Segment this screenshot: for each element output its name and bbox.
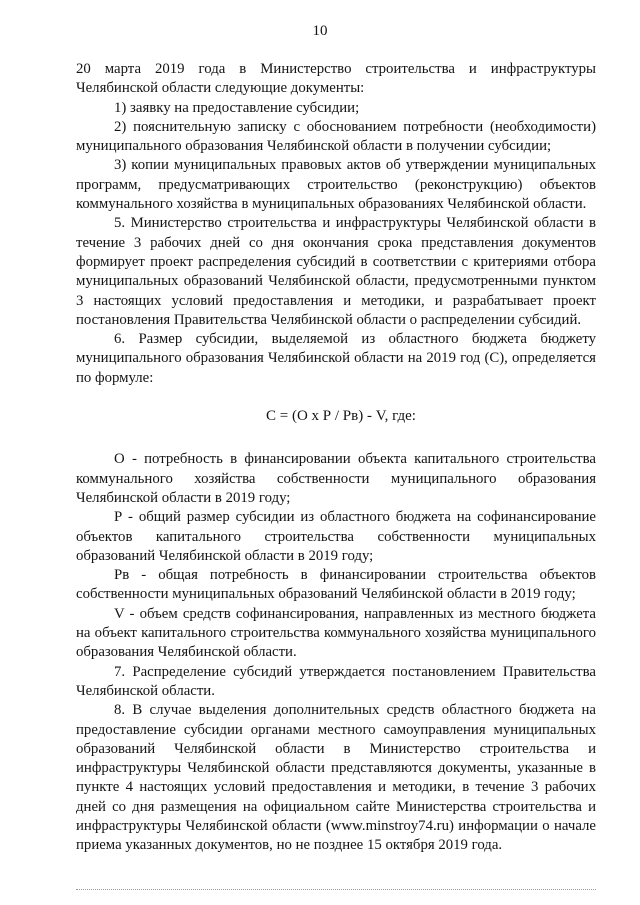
- list-item-legal-acts: 3) копии муниципальных правовых актов об утверждении муниципальных программ, предусматривающих строительство (реконструкцию) объектов коммунального хозяйства в муниципальных образованиях Челябинской области.: [76, 157, 596, 213]
- list-item-explanatory-note: 2) пояснительную записку с обоснованием потребности (необходимости) муниципального образования Челябинской области в получении субсидии;: [76, 118, 596, 155]
- list-item-application: 1) заявку на предоставление субсидии;: [114, 99, 360, 116]
- paragraph-item-8: 8. В случае выделения дополнительных средств областного бюджета на предоставление субсидии органами местного самоуправления муниципальных образований Челябинской области в Министерство строительства и инфраструктуры Челябинской области представляются документы, указанные в пункте 4 настоящих условий предоставления и методики, в течение 3 рабочих дней со дня размещения на официальном сайте Министерства строительства и инфраструктуры Челябинской области (www.minstroy74.ru) информации о начале приема указанных документов, но не позднее 15 октября 2019 года.: [76, 702, 596, 854]
- definition-p: Р - общий размер субсидии из областного бюджета на софинансирование объектов капитального строительства собственности муниципальных образований Челябинской области в 2019 году;: [76, 509, 596, 564]
- paragraph-submission-date: 20 марта 2019 года в Министерство строительства и инфраструктуры Челябинской области следующие документы:: [76, 61, 596, 97]
- paragraph-item-5: 5. Министерство строительства и инфраструктуры Челябинской области в течение 3 рабочих дней со дня окончания срока представления документов формирует проект распределения субсидий в соответствии с критериями отбора муниципальных образований Челябинской области, предусмотренными пунктом 3 настоящих условий предоставления и методики, и разрабатывает проект постановления Правительства Челябинской области о распределении субсидий.: [76, 215, 596, 328]
- formula: С = (О х Р / Рв) - V, где:: [266, 408, 416, 425]
- paragraph-item-7: 7. Распределение субсидий утверждается постановлением Правительства Челябинской области.: [76, 663, 596, 699]
- page-number: 10: [312, 23, 328, 39]
- definition-o: О - потребность в финансировании объекта капитального строительства коммунального хозяйства собственности муниципального образования Челябинской области в 2019 году;: [76, 451, 596, 506]
- definition-v: V - объем средств софинансирования, направленных из местного бюджета на объект капитального строительства коммунального хозяйства муниципального образования Челябинской области.: [76, 605, 596, 661]
- document-body: [76, 60, 596, 856]
- bottom-dotted-rule: [76, 889, 596, 890]
- definition-pv: Рв - общая потребность в финансировании строительства объектов собственности муниципальных образований Челябинской области в 2019 году;: [76, 567, 596, 603]
- paragraph-item-6: 6. Размер субсидии, выделяемой из областного бюджета бюджету муниципального образования Челябинской области на 2019 год (С), определяется по формуле:: [76, 331, 596, 386]
